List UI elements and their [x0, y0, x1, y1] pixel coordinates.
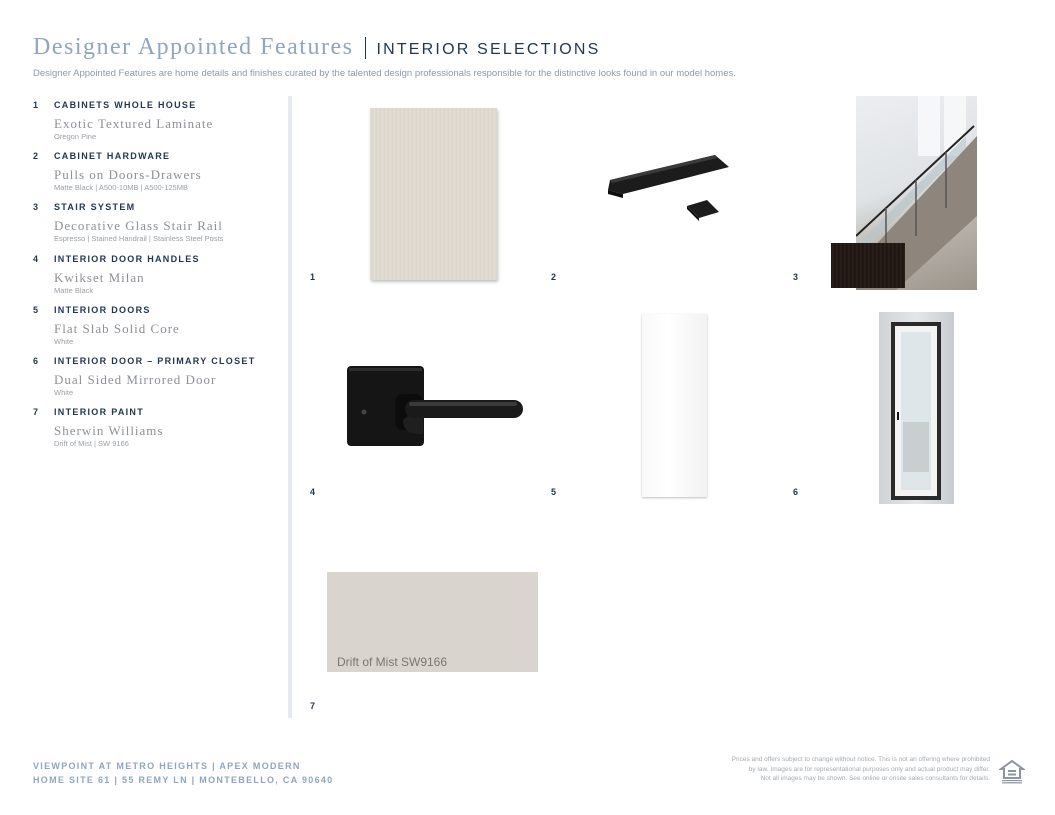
selection-title: INTERIOR DOOR – PRIMARY CLOSET — [54, 355, 256, 366]
selection-detail: Drift of Mist | SW 9166 — [54, 439, 129, 449]
title-divider — [365, 37, 366, 59]
footer-address-line: HOME SITE 61 | 55 REMY LN | MONTEBELLO, CA 90640 — [33, 775, 334, 785]
selection-detail: Matte Black — [54, 285, 94, 295]
selection-detail: Oregon Pine — [54, 132, 97, 141]
image-number: 4 — [310, 487, 316, 497]
selection-item — [33, 202, 283, 253]
selections-list — [33, 100, 283, 458]
paint-swatch — [327, 572, 538, 672]
selection-name: Exotic Textured Laminate — [54, 116, 214, 131]
disclaimer-line: by law. Images are for representational purposes only and actual product may differ. — [748, 765, 990, 773]
selection-detail: White — [54, 387, 74, 397]
disclaimer-line: Not all images may be shown. See online or onsite sales consultants for details. — [760, 775, 990, 782]
selection-name: Decorative Glass Stair Rail — [54, 218, 223, 234]
selection-title: INTERIOR DOORS — [54, 304, 151, 315]
cabinet-pull-image — [605, 150, 735, 230]
image-number: 2 — [551, 272, 557, 282]
page-title: Designer Appointed Features — [33, 34, 354, 60]
image-number: 7 — [310, 701, 316, 711]
page-header — [33, 34, 1023, 79]
disclaimer-line: Prices and offers subject to change without notice. This is not an offering where prohibited — [731, 756, 990, 763]
selection-number: 2 — [33, 151, 39, 162]
selection-title: INTERIOR DOOR HANDLES — [54, 253, 200, 264]
selection-number: 4 — [33, 253, 39, 264]
selection-name: Sherwin Williams — [54, 423, 164, 439]
page-subtitle: Designer Appointed Features are home details and finishes curated by the talented design professionals responsible for the distinctive looks found in our model homes. — [33, 68, 736, 79]
footer-community — [33, 759, 334, 787]
selection-detail: White — [54, 336, 74, 346]
selection-name: Kwikset Milan — [54, 269, 145, 285]
selection-title: STAIR SYSTEM — [54, 202, 136, 213]
selection-item — [33, 100, 283, 151]
selection-number: 5 — [33, 304, 39, 315]
flat-slab-door-image — [642, 314, 707, 497]
image-number: 1 — [310, 272, 316, 282]
espresso-stain-swatch — [831, 243, 905, 288]
footer-community-line: VIEWPOINT AT METRO HEIGHTS | APEX MODERN — [33, 761, 301, 771]
column-divider — [288, 96, 292, 718]
selection-detail: Matte Black | A500-10MB | A500-125MB — [54, 183, 188, 193]
laminate-swatch-image — [370, 108, 497, 280]
mirrored-door-graphic — [879, 312, 954, 504]
selection-name: Dual Sided Mirrored Door — [54, 371, 217, 387]
selection-title: CABINETS WHOLE HOUSE — [54, 100, 197, 110]
title-row — [33, 34, 1023, 61]
door-handle-image — [345, 364, 530, 450]
selection-title: INTERIOR PAINT — [54, 407, 145, 418]
image-number: 5 — [551, 487, 557, 497]
selection-number: 1 — [33, 100, 39, 110]
image-number: 6 — [793, 487, 799, 497]
selection-detail: Espresso | Stained Handrail | Stainless Steel Posts — [54, 234, 224, 244]
selection-item — [33, 254, 283, 305]
selection-number: 7 — [33, 407, 39, 418]
selection-name: Flat Slab Solid Core — [54, 320, 180, 336]
image-number: 3 — [793, 272, 799, 282]
disclaimer — [640, 755, 990, 784]
paint-swatch-label: Drift of Mist SW9166 — [337, 655, 448, 669]
equal-housing-icon — [999, 759, 1025, 785]
selection-name: Pulls on Doors-Drawers — [54, 167, 202, 183]
selection-title: CABINET HARDWARE — [54, 151, 171, 162]
selection-item — [33, 407, 283, 458]
selection-number: 3 — [33, 202, 39, 213]
selection-item — [33, 356, 283, 407]
selection-item — [33, 305, 283, 356]
selection-item — [33, 151, 283, 202]
section-title: INTERIOR SELECTIONS — [376, 41, 601, 58]
mirrored-door-image — [879, 312, 954, 504]
selection-number: 6 — [33, 355, 39, 366]
